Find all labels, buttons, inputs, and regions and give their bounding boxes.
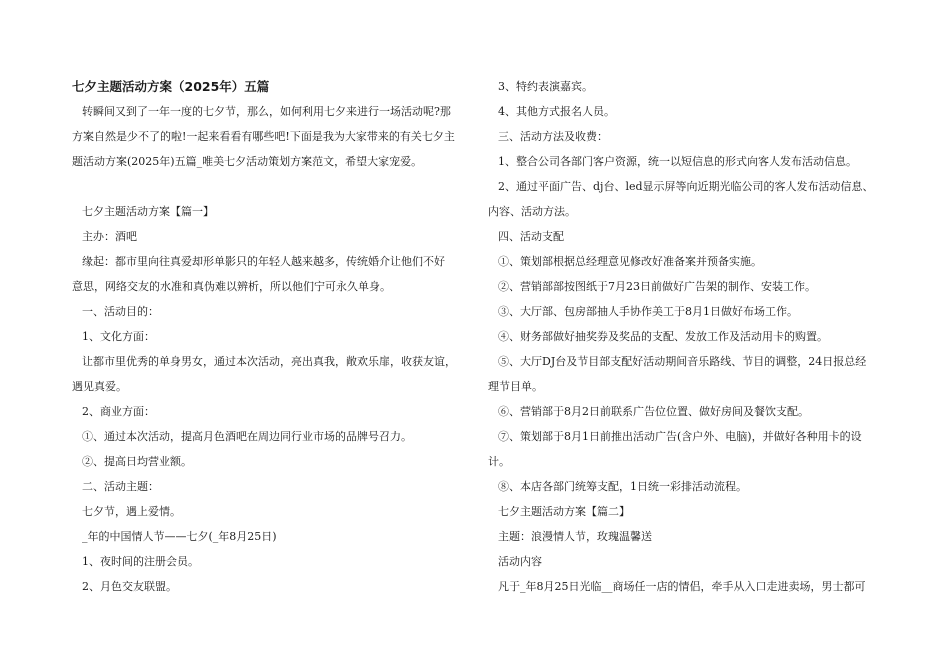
paragraph-line: ⑦、策划部于8月1日前推出活动广告(含户外、电脑)，并做好各种用卡的设 (498, 430, 862, 443)
paragraph-line: ①、通过本次活动，提高月色酒吧在周边同行业市场的品牌号召力。 (82, 430, 412, 443)
paragraph-line: 1、夜时间的注册会员。 (82, 555, 199, 568)
paragraph-line: ④、财务部做好抽奖券及奖品的支配、发放工作及活动用卡的购置。 (498, 330, 828, 343)
section-heading: 七夕主题活动方案【篇二】 (498, 505, 630, 518)
paragraph-line: 一、活动目的： (82, 305, 159, 318)
paragraph-line: 意思，网络交友的水准和真伪难以辨析，所以他们宁可永久单身。 (72, 280, 391, 293)
intro-line: 方案自然是少不了的啦!一起来看看有哪些吧!下面是我为大家带来的有关七夕主 (72, 130, 455, 143)
paragraph-line: ②、提高日均营业额。 (82, 455, 192, 468)
intro-line: 题活动方案(2025年)五篇_唯美七夕活动策划方案范文，希望大家宠爱。 (72, 155, 423, 168)
section-heading: 七夕主题活动方案【篇一】 (82, 205, 214, 218)
paragraph-line: 2、月色交友联盟。 (82, 580, 177, 593)
paragraph-line: ②、营销部部按图纸于7月23日前做好广告架的制作、安装工作。 (498, 280, 816, 293)
paragraph-line: 四、活动支配 (498, 230, 564, 243)
paragraph-line: 2、商业方面： (82, 405, 155, 418)
paragraph-line: _年的中国情人节——七夕(_年8月25日) (82, 530, 277, 543)
paragraph-line: 理节目单。 (488, 380, 543, 393)
paragraph-line: 凡于_年8月25日光临__商场任一店的情侣，牵手从入口走进卖场，男士都可 (498, 580, 866, 593)
intro-line: 转瞬间又到了一年一度的七夕节，那么，如何利用七夕来进行一场活动呢?那 (82, 105, 451, 118)
paragraph-line: 计。 (488, 455, 510, 468)
paragraph-line: ③、大厅部、包房部抽人手协作美工于8月1日做好布场工作。 (498, 305, 798, 318)
paragraph-line: ①、策划部根据总经理意见修改好准备案并预备实施。 (498, 255, 762, 268)
paragraph-line: 活动内容 (498, 555, 542, 568)
paragraph-line: ⑧、本店各部门统筹支配，1日统一彩排活动流程。 (498, 480, 747, 493)
paragraph-line: 3、特约表演嘉宾。 (498, 80, 593, 93)
paragraph-line: 内容、活动方法。 (488, 205, 576, 218)
paragraph-line: 让都市里优秀的单身男女，通过本次活动，亮出真我，敞欢乐扉，收获友谊， (82, 355, 456, 368)
paragraph-line: 4、其他方式报名人员。 (498, 105, 615, 118)
paragraph-line: 1、文化方面： (82, 330, 155, 343)
paragraph-line: 2、通过平面广告、dj台、led显示屏等向近期光临公司的客人发布活动信息、 (498, 180, 874, 193)
paragraph-line: 三、活动方法及收费： (498, 130, 608, 143)
paragraph-line: 七夕节，遇上爱情。 (82, 505, 181, 518)
paragraph-line: 二、活动主题： (82, 480, 159, 493)
paragraph-line: 1、整合公司各部门客户资源，统一以短信息的形式向客人发布活动信息。 (498, 155, 857, 168)
paragraph-line: 遇见真爱。 (72, 380, 127, 393)
paragraph-line: 主题：浪漫情人节，玫瑰温馨送 (498, 530, 652, 543)
paragraph-line: 缘起：都市里向往真爱却形单影只的年轻人越来越多，传统婚介让他们不好 (82, 255, 445, 268)
document-title: 七夕主题活动方案（2025年）五篇 (72, 79, 270, 94)
paragraph-line: ⑤、大厅DJ台及节目部支配好活动期间音乐路线、节目的调整，24日报总经 (498, 355, 867, 368)
paragraph-line: 主办：酒吧 (82, 230, 137, 243)
paragraph-line: ⑥、营销部于8月2日前联系广告位位置、做好房间及餐饮支配。 (498, 405, 809, 418)
